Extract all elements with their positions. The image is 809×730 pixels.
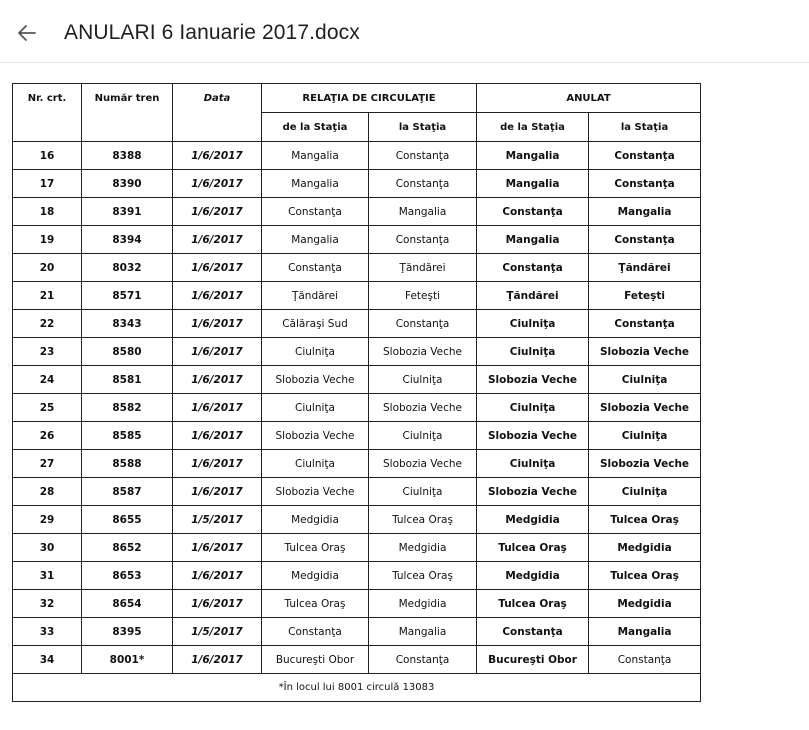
cell-tren: 8388 [82,142,173,170]
cell-data: 1/6/2017 [173,142,262,170]
cell-nr: 29 [13,506,82,534]
cell-anulat-de-la: Medgidia [477,562,589,590]
table-row [13,562,701,590]
table-row [13,366,701,394]
cell-nr: 27 [13,450,82,478]
cell-anulat-de-la: Mangalia [477,170,589,198]
cell-anulat-la: Feteşti [589,282,701,310]
cell-anulat-la: Slobozia Veche [589,450,701,478]
cell-relatia-de-la: Ciulniţa [262,338,369,366]
cell-anulat-la: Ciulniţa [589,422,701,450]
cell-anulat-de-la: Medgidia [477,506,589,534]
cell-relatia-la: Feteşti [369,282,477,310]
cell-relatia-de-la: Medgidia [262,506,369,534]
cell-data: 1/5/2017 [173,618,262,646]
cell-tren: 8655 [82,506,173,534]
arrow-left-icon [17,23,37,43]
cell-anulat-de-la: Ciulniţa [477,310,589,338]
cell-data: 1/6/2017 [173,478,262,506]
cell-anulat-de-la: Ciulniţa [477,338,589,366]
cell-tren: 8390 [82,170,173,198]
cell-relatia-la: Medgidia [369,590,477,618]
header-anulat: ANULAT [477,84,701,113]
cell-relatia-la: Mangalia [369,198,477,226]
header-numar-tren: Număr tren [82,84,173,142]
cell-relatia-de-la: Mangalia [262,226,369,254]
cancellations-table [12,83,701,702]
cell-relatia-la: Tulcea Oraş [369,562,477,590]
cell-anulat-de-la: Constanţa [477,198,589,226]
document-title: ANULARI 6 Ianuarie 2017.docx [64,21,360,44]
cell-anulat-la: Slobozia Veche [589,338,701,366]
cell-relatia-de-la: Constanţa [262,254,369,282]
cell-nr: 19 [13,226,82,254]
cell-anulat-la: Ţăndărei [589,254,701,282]
table-row [13,142,701,170]
table-row [13,506,701,534]
cell-nr: 32 [13,590,82,618]
cell-data: 1/6/2017 [173,422,262,450]
table-row [13,450,701,478]
cell-relatia-la: Constanţa [369,170,477,198]
cell-relatia-de-la: Bucureşti Obor [262,646,369,674]
cell-nr: 30 [13,534,82,562]
cell-tren: 8391 [82,198,173,226]
cell-anulat-la: Constanţa [589,310,701,338]
cell-tren: 8588 [82,450,173,478]
cell-anulat-la: Medgidia [589,590,701,618]
cell-data: 1/6/2017 [173,450,262,478]
cell-relatia-la: Ţăndărei [369,254,477,282]
cell-relatia-la: Constanţa [369,646,477,674]
cell-anulat-de-la: Constanţa [477,254,589,282]
cell-nr: 16 [13,142,82,170]
cell-relatia-de-la: Medgidia [262,562,369,590]
cell-anulat-la: Constanţa [589,646,701,674]
cell-relatia-de-la: Constanţa [262,198,369,226]
cell-nr: 21 [13,282,82,310]
cell-relatia-la: Ciulniţa [369,422,477,450]
cell-anulat-la: Mangalia [589,198,701,226]
cell-nr: 26 [13,422,82,450]
cell-tren: 8585 [82,422,173,450]
cell-tren: 8653 [82,562,173,590]
cell-data: 1/6/2017 [173,310,262,338]
table-body [13,142,701,674]
cell-nr: 22 [13,310,82,338]
cell-data: 1/6/2017 [173,198,262,226]
cell-anulat-la: Constanţa [589,170,701,198]
table-row [13,618,701,646]
cell-anulat-la: Ciulniţa [589,366,701,394]
cell-data: 1/6/2017 [173,562,262,590]
cell-data: 1/6/2017 [173,170,262,198]
cell-relatia-de-la: Mangalia [262,142,369,170]
cell-nr: 25 [13,394,82,422]
header-relatia-de-la: de la Staţia [262,113,369,142]
cell-anulat-de-la: Mangalia [477,226,589,254]
cell-anulat-la: Tulcea Oraş [589,562,701,590]
cell-data: 1/6/2017 [173,282,262,310]
cell-anulat-la: Ciulniţa [589,478,701,506]
back-button[interactable] [12,18,42,48]
cell-tren: 8571 [82,282,173,310]
cell-data: 1/6/2017 [173,254,262,282]
cell-relatia-la: Ciulniţa [369,478,477,506]
cell-nr: 17 [13,170,82,198]
cell-relatia-de-la: Tulcea Oraş [262,534,369,562]
cell-relatia-la: Mangalia [369,618,477,646]
cell-relatia-de-la: Tulcea Oraş [262,590,369,618]
cell-data: 1/6/2017 [173,394,262,422]
table-row [13,282,701,310]
table-row [13,198,701,226]
cell-anulat-de-la: Ţăndărei [477,282,589,310]
cell-relatia-de-la: Slobozia Veche [262,422,369,450]
table-row [13,478,701,506]
table-row [13,590,701,618]
cell-anulat-de-la: Slobozia Veche [477,478,589,506]
cell-relatia-de-la: Călăraşi Sud [262,310,369,338]
cell-nr: 23 [13,338,82,366]
cell-tren: 8654 [82,590,173,618]
cell-relatia-la: Tulcea Oraş [369,506,477,534]
cell-nr: 34 [13,646,82,674]
cell-data: 1/6/2017 [173,646,262,674]
cell-relatia-la: Ciulniţa [369,366,477,394]
table-row [13,646,701,674]
header-nr-crt: Nr. crt. [13,84,82,142]
cell-data: 1/6/2017 [173,534,262,562]
cell-nr: 33 [13,618,82,646]
cell-tren: 8343 [82,310,173,338]
header-relatia-la: la Staţia [369,113,477,142]
cell-nr: 28 [13,478,82,506]
cell-tren: 8032 [82,254,173,282]
cell-tren: 8581 [82,366,173,394]
table-row [13,310,701,338]
cell-tren: 8587 [82,478,173,506]
cell-anulat-de-la: Slobozia Veche [477,422,589,450]
cell-anulat-de-la: Mangalia [477,142,589,170]
cell-anulat-la: Constanţa [589,142,701,170]
cell-relatia-la: Medgidia [369,534,477,562]
cell-anulat-de-la: Tulcea Oraş [477,534,589,562]
table-row [13,422,701,450]
cell-anulat-de-la: Bucureşti Obor [477,646,589,674]
cell-anulat-de-la: Constanţa [477,618,589,646]
cell-relatia-de-la: Slobozia Veche [262,478,369,506]
cell-nr: 24 [13,366,82,394]
cell-relatia-de-la: Ţăndărei [262,282,369,310]
cell-tren: 8394 [82,226,173,254]
cell-data: 1/6/2017 [173,338,262,366]
table-row [13,170,701,198]
cell-nr: 31 [13,562,82,590]
cell-relatia-la: Slobozia Veche [369,450,477,478]
cell-tren: 8580 [82,338,173,366]
cell-relatia-la: Slobozia Veche [369,338,477,366]
cell-relatia-de-la: Ciulniţa [262,394,369,422]
header-anulat-la: la Staţia [589,113,701,142]
cell-anulat-la: Mangalia [589,618,701,646]
cell-nr: 18 [13,198,82,226]
cell-relatia-de-la: Slobozia Veche [262,366,369,394]
cell-relatia-la: Constanţa [369,226,477,254]
cell-tren: 8582 [82,394,173,422]
header-relatia: RELAŢIA DE CIRCULAŢIE [262,84,477,113]
footnote: *În locul lui 8001 circulă 13083 [13,674,701,702]
cell-anulat-la: Constanţa [589,226,701,254]
cell-anulat-de-la: Tulcea Oraş [477,590,589,618]
cell-relatia-de-la: Mangalia [262,170,369,198]
table-row [13,534,701,562]
cell-nr: 20 [13,254,82,282]
header-data: Data [173,84,262,142]
cell-anulat-la: Medgidia [589,534,701,562]
document-page [0,63,809,730]
cell-data: 1/5/2017 [173,506,262,534]
cell-data: 1/6/2017 [173,590,262,618]
table-row [13,254,701,282]
cell-anulat-de-la: Ciulniţa [477,450,589,478]
table-row [13,394,701,422]
header-anulat-de-la: de la Staţia [477,113,589,142]
cell-tren: 8652 [82,534,173,562]
table-row [13,338,701,366]
cell-relatia-de-la: Constanţa [262,618,369,646]
cell-tren: 8395 [82,618,173,646]
cell-data: 1/6/2017 [173,226,262,254]
document-toolbar [0,0,809,63]
cell-anulat-de-la: Ciulniţa [477,394,589,422]
cell-relatia-de-la: Ciulniţa [262,450,369,478]
cell-tren: 8001* [82,646,173,674]
cell-anulat-la: Tulcea Oraş [589,506,701,534]
cell-relatia-la: Constanţa [369,310,477,338]
cell-anulat-de-la: Slobozia Veche [477,366,589,394]
cell-anulat-la: Slobozia Veche [589,394,701,422]
cell-relatia-la: Constanţa [369,142,477,170]
cell-data: 1/6/2017 [173,366,262,394]
cell-relatia-la: Slobozia Veche [369,394,477,422]
table-row [13,226,701,254]
